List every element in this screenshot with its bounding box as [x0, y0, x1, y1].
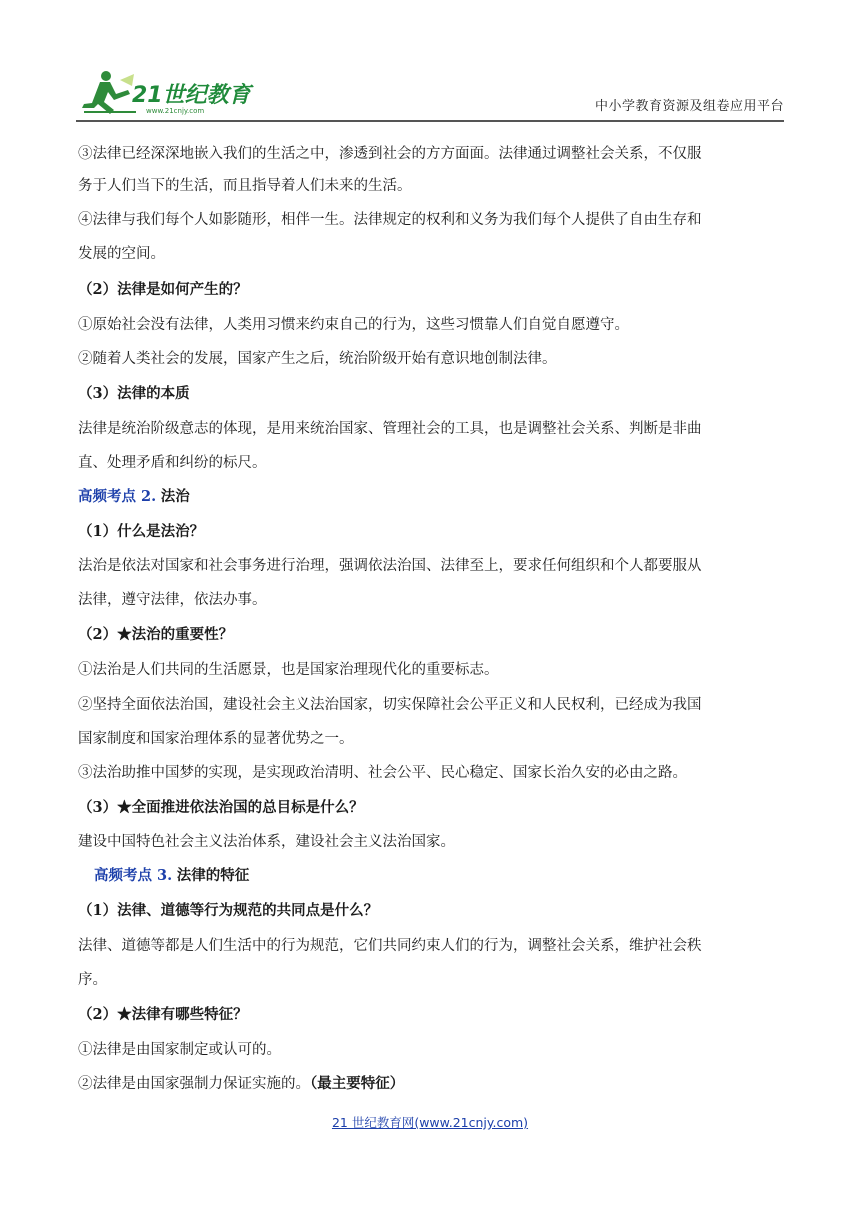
header-divider	[76, 120, 784, 122]
paragraph: ④法律与我们每个人如影随形，相伴一生。法律规定的权利和义务为我们每个人提供了自由生存和	[78, 212, 702, 228]
logo-21cnjy	[76, 68, 276, 116]
key-point-heading	[78, 487, 190, 507]
paragraph: ②随着人类社会的发展，国家产生之后，统治阶级开始有意识地创制法律。	[78, 351, 557, 367]
platform-text: 中小学教育资源及组卷应用平台	[594, 99, 784, 114]
section-heading: （2）法律是如何产生的？	[78, 281, 248, 298]
section-heading: （3）法律的本质	[78, 385, 190, 402]
paragraph: 法律，遵守法律，依法办事。	[78, 592, 267, 608]
paragraph	[78, 1074, 404, 1094]
section-heading: （3）★全面推进依法治国的总目标是什么？	[78, 799, 364, 816]
page-footer	[0, 1112, 860, 1131]
paragraph: 建设中国特色社会主义法治体系，建设社会主义法治国家。	[78, 834, 455, 850]
runner-icon	[82, 71, 136, 114]
paragraph: 发展的空间。	[78, 246, 165, 262]
section-heading: （1）法律、道德等行为规范的共同点是什么？	[78, 902, 379, 919]
paragraph: ③法治助推中国梦的实现，是实现政治清明、社会公平、民心稳定、国家长治久安的必由之路。	[78, 765, 687, 781]
paragraph: ①法治是人们共同的生活愿景，也是国家治理现代化的重要标志。	[78, 662, 499, 678]
section-heading: （2）★法治的重要性？	[78, 626, 234, 643]
key-point-title: 法治	[160, 488, 190, 505]
paragraph: 法治是依法对国家和社会事务进行治理，强调依法治国、法律至上，要求任何组织和个人都要服从	[78, 558, 702, 574]
key-point-heading	[94, 866, 249, 886]
paragraph: 务于人们当下的生活，而且指导着人们未来的生活。	[78, 178, 412, 194]
paragraph-text: ②法律是由国家强制力保证实施的。	[78, 1076, 310, 1092]
logo-url: www.21cnjy.com	[146, 107, 205, 115]
page-header	[76, 64, 784, 120]
paragraph: 直、处理矛盾和纠纷的标尺。	[78, 455, 267, 471]
paragraph: 法律、道德等都是人们生活中的行为规范，它们共同约束人们的行为，调整社会关系，维护社会秩	[78, 938, 702, 954]
paragraph: ②坚持全面依法治国，建设社会主义法治国家，切实保障社会公平正义和人民权利，已经成为我国	[78, 697, 702, 713]
paragraph: ③法律已经深深地嵌入我们的生活之中，渗透到社会的方方面面。法律通过调整社会关系，不仅服	[78, 146, 702, 162]
key-point-label: 高频考点 2.	[78, 488, 157, 505]
section-heading: （2）★法律有哪些特征？	[78, 1006, 248, 1023]
paragraph: ①法律是由国家制定或认可的。	[78, 1042, 281, 1058]
emphasis-note: （最主要特征）	[310, 1075, 405, 1092]
paragraph: 法律是统治阶级意志的体现，是用来统治国家、管理社会的工具，也是调整社会关系、判断是非曲	[78, 421, 702, 437]
key-point-title: 法律的特征	[176, 867, 250, 884]
logo-text: 21世纪教育	[132, 83, 251, 108]
section-heading: （1）什么是法治？	[78, 523, 205, 540]
paragraph: 序。	[78, 972, 107, 988]
key-point-label: 高频考点 3.	[94, 867, 173, 884]
paragraph: 国家制度和国家治理体系的显著优势之一。	[78, 731, 354, 747]
footer-link[interactable]: 21 世纪教育网(www.21cnjy.com)	[331, 1115, 529, 1130]
paragraph: ①原始社会没有法律，人类用习惯来约束自己的行为，这些习惯靠人们自觉自愿遵守。	[78, 317, 629, 333]
